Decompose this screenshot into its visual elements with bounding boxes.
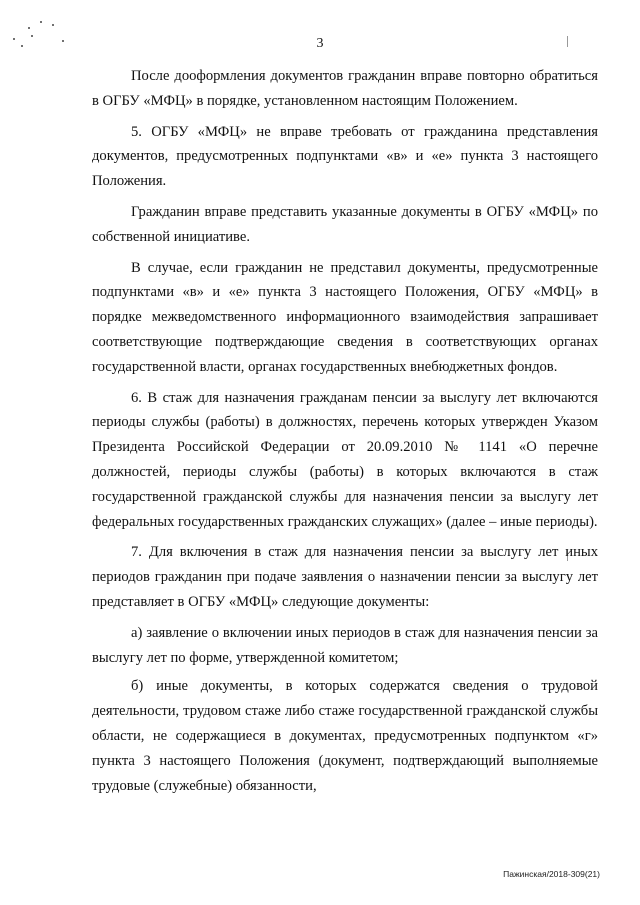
paragraph: 7. Для включения в стаж для назначения пенсии за выслугу лет иных периодов гражданин при подаче заявления о назначении пенсии за выслугу лет представляет в ОГБУ «МФЦ» следующие документы:	[92, 544, 598, 610]
paragraph: а) заявление о включении иных периодов в стаж для назначения пенсии за выслугу лет по форме, утвержденной комитетом;	[92, 624, 598, 666]
scan-speck	[52, 24, 54, 26]
paragraph: 5. ОГБУ «МФЦ» не вправе требовать от гражданина представления документов, предусмотренных подпунктами «в» и «е» пункта 3 настоящего Положения.	[92, 123, 598, 190]
paragraph: 6. В стаж для назначения гражданам пенсии за выслугу лет включаются периоды службы (работы) в должностях, перечень которых утвержден Указом Президента Российской Федерации от 20.09.2010 № 1141 «О перечне должностей, периоды службы (работы) в которых включаются в стаж государственной гражданской службы для назначения пенсии за выслугу лет федеральных государственных гражданских служащих» (далее – иные периоды).	[92, 389, 598, 530]
paragraph: В случае, если гражданин не представил документы, предусмотренные подпунктами «в» и «е» пункта 3 настоящего Положения, ОГБУ «МФЦ» в порядке межведомственного информационного взаимодействия запрашивает соответствующие подтверждающие сведения в соответствующих органах государственной власти, органах государственных внебюджетных фондов.	[92, 259, 598, 375]
document-body	[92, 64, 598, 804]
scan-speck	[40, 21, 42, 23]
page-number: 3	[316, 36, 324, 51]
paragraph: После дооформления документов гражданин вправе повторно обратиться в ОГБУ «МФЦ» в порядке, установленном настоящим Положением.	[92, 68, 598, 109]
paragraph: Гражданин вправе представить указанные документы в ОГБУ «МФЦ» по собственной инициативе.	[92, 203, 598, 245]
paragraph: б) иные документы, в которых содержатся сведения о трудовой деятельности, трудовом стаже либо стаже государственной гражданской службы области, не содержащиеся в документах, предусмотренных подпунктом «г» пункта 3 настоящего Положения (документ, подтверждающий выполняемые трудовые (служебные) обязанности,	[92, 678, 598, 794]
scan-speck	[28, 27, 30, 29]
document-registration-code: Пажинская/2018-309(21)	[503, 869, 600, 879]
